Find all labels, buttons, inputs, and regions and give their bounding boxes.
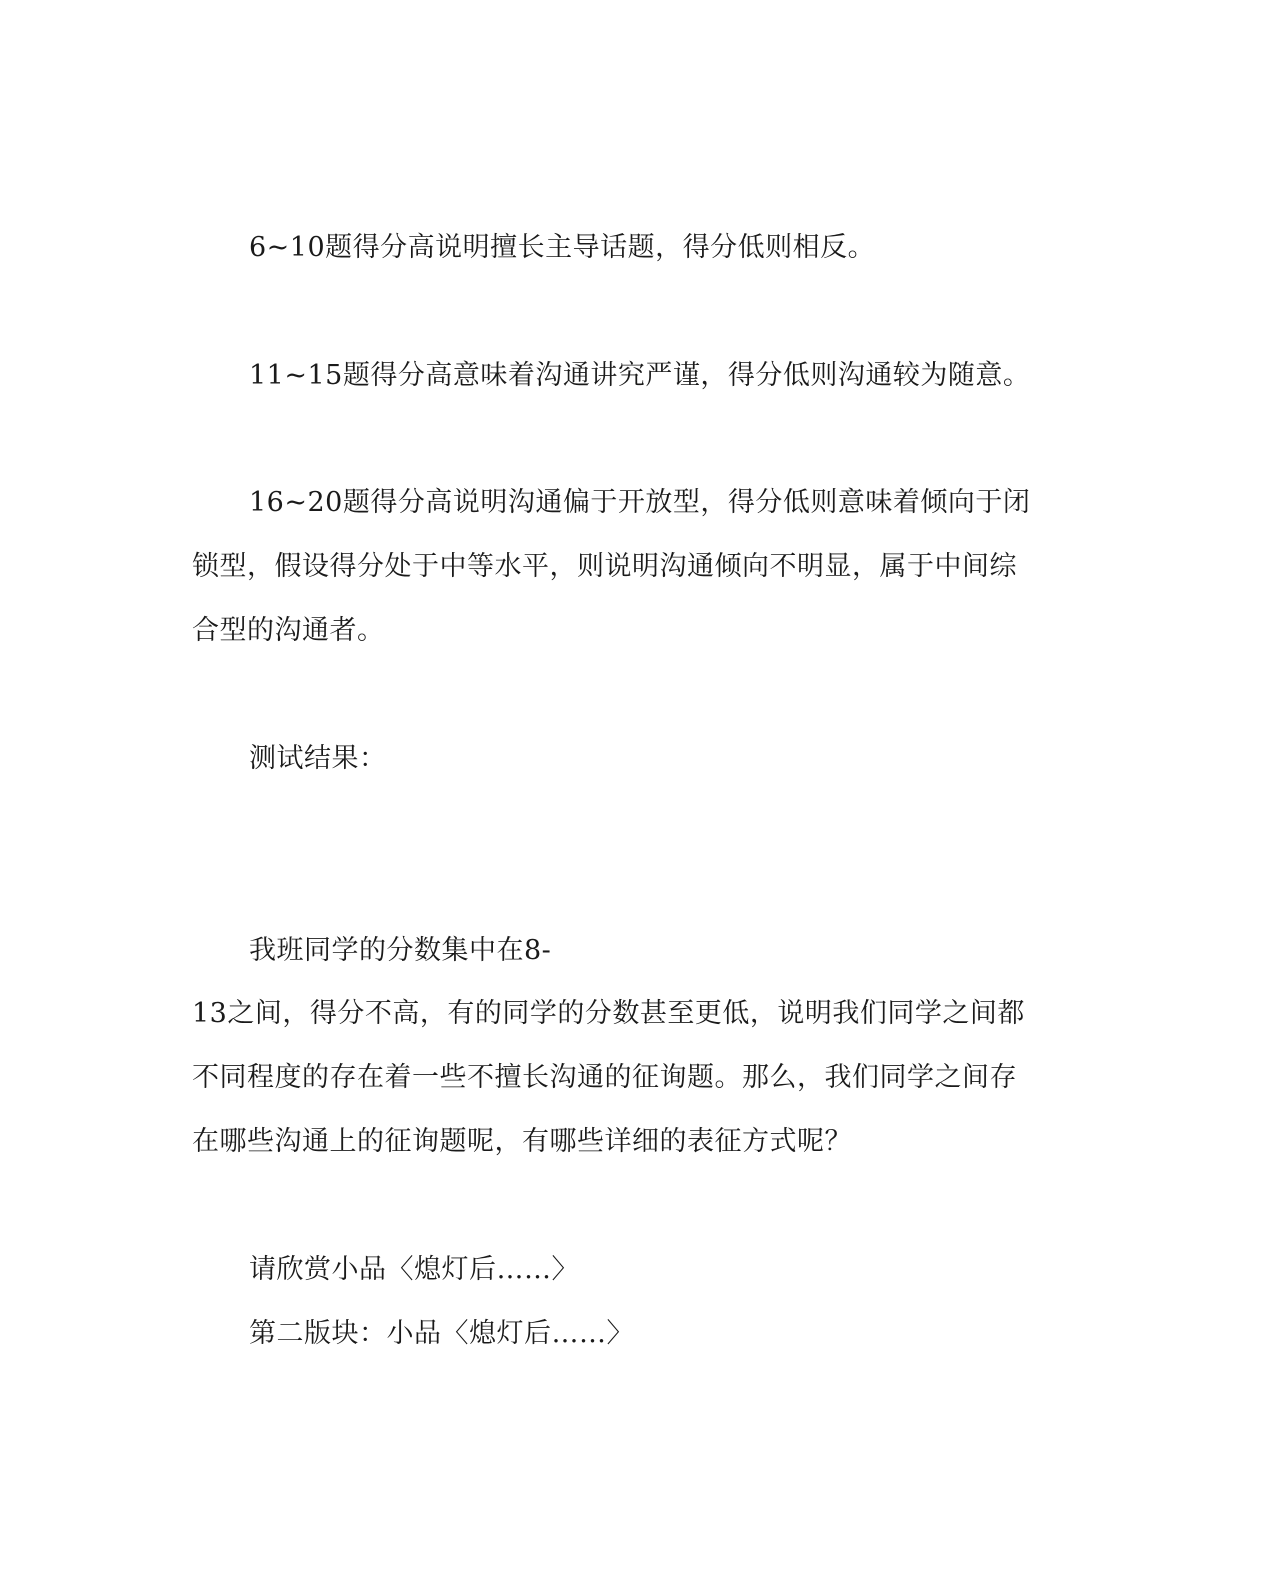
paragraph-class-result-line-3: 不同程度的存在着一些不擅长沟通的征询题。那么，我们同学之间存	[192, 1062, 1017, 1093]
paragraph-class-result-line-2: 13之间，得分不高，有的同学的分数甚至更低，说明我们同学之间都	[192, 998, 1025, 1029]
paragraph-scoring-16-20-line-1: 16~20题得分高说明沟通偏于开放型，得分低则意味着倾向于闭	[249, 487, 1031, 518]
sketch-invitation: 请欣赏小品〈熄灯后……〉	[249, 1254, 579, 1285]
paragraph-class-result-line-1: 我班同学的分数集中在8-	[249, 935, 552, 966]
paragraph-scoring-16-20-line-2: 锁型，假设得分处于中等水平，则说明沟通倾向不明显，属于中间综	[192, 551, 1017, 582]
paragraph-scoring-6-10: 6~10题得分高说明擅长主导话题，得分低则相反。	[249, 232, 876, 263]
paragraph-class-result-line-4: 在哪些沟通上的征询题呢，有哪些详细的表征方式呢？	[192, 1126, 852, 1157]
test-result-heading: 测试结果：	[249, 743, 387, 774]
paragraph-scoring-16-20-line-3: 合型的沟通者。	[192, 615, 385, 646]
section-two-heading: 第二版块：小品〈熄灯后……〉	[249, 1318, 634, 1349]
paragraph-scoring-11-15: 11~15题得分高意味着沟通讲究严谨，得分低则沟通较为随意。	[249, 360, 1031, 391]
